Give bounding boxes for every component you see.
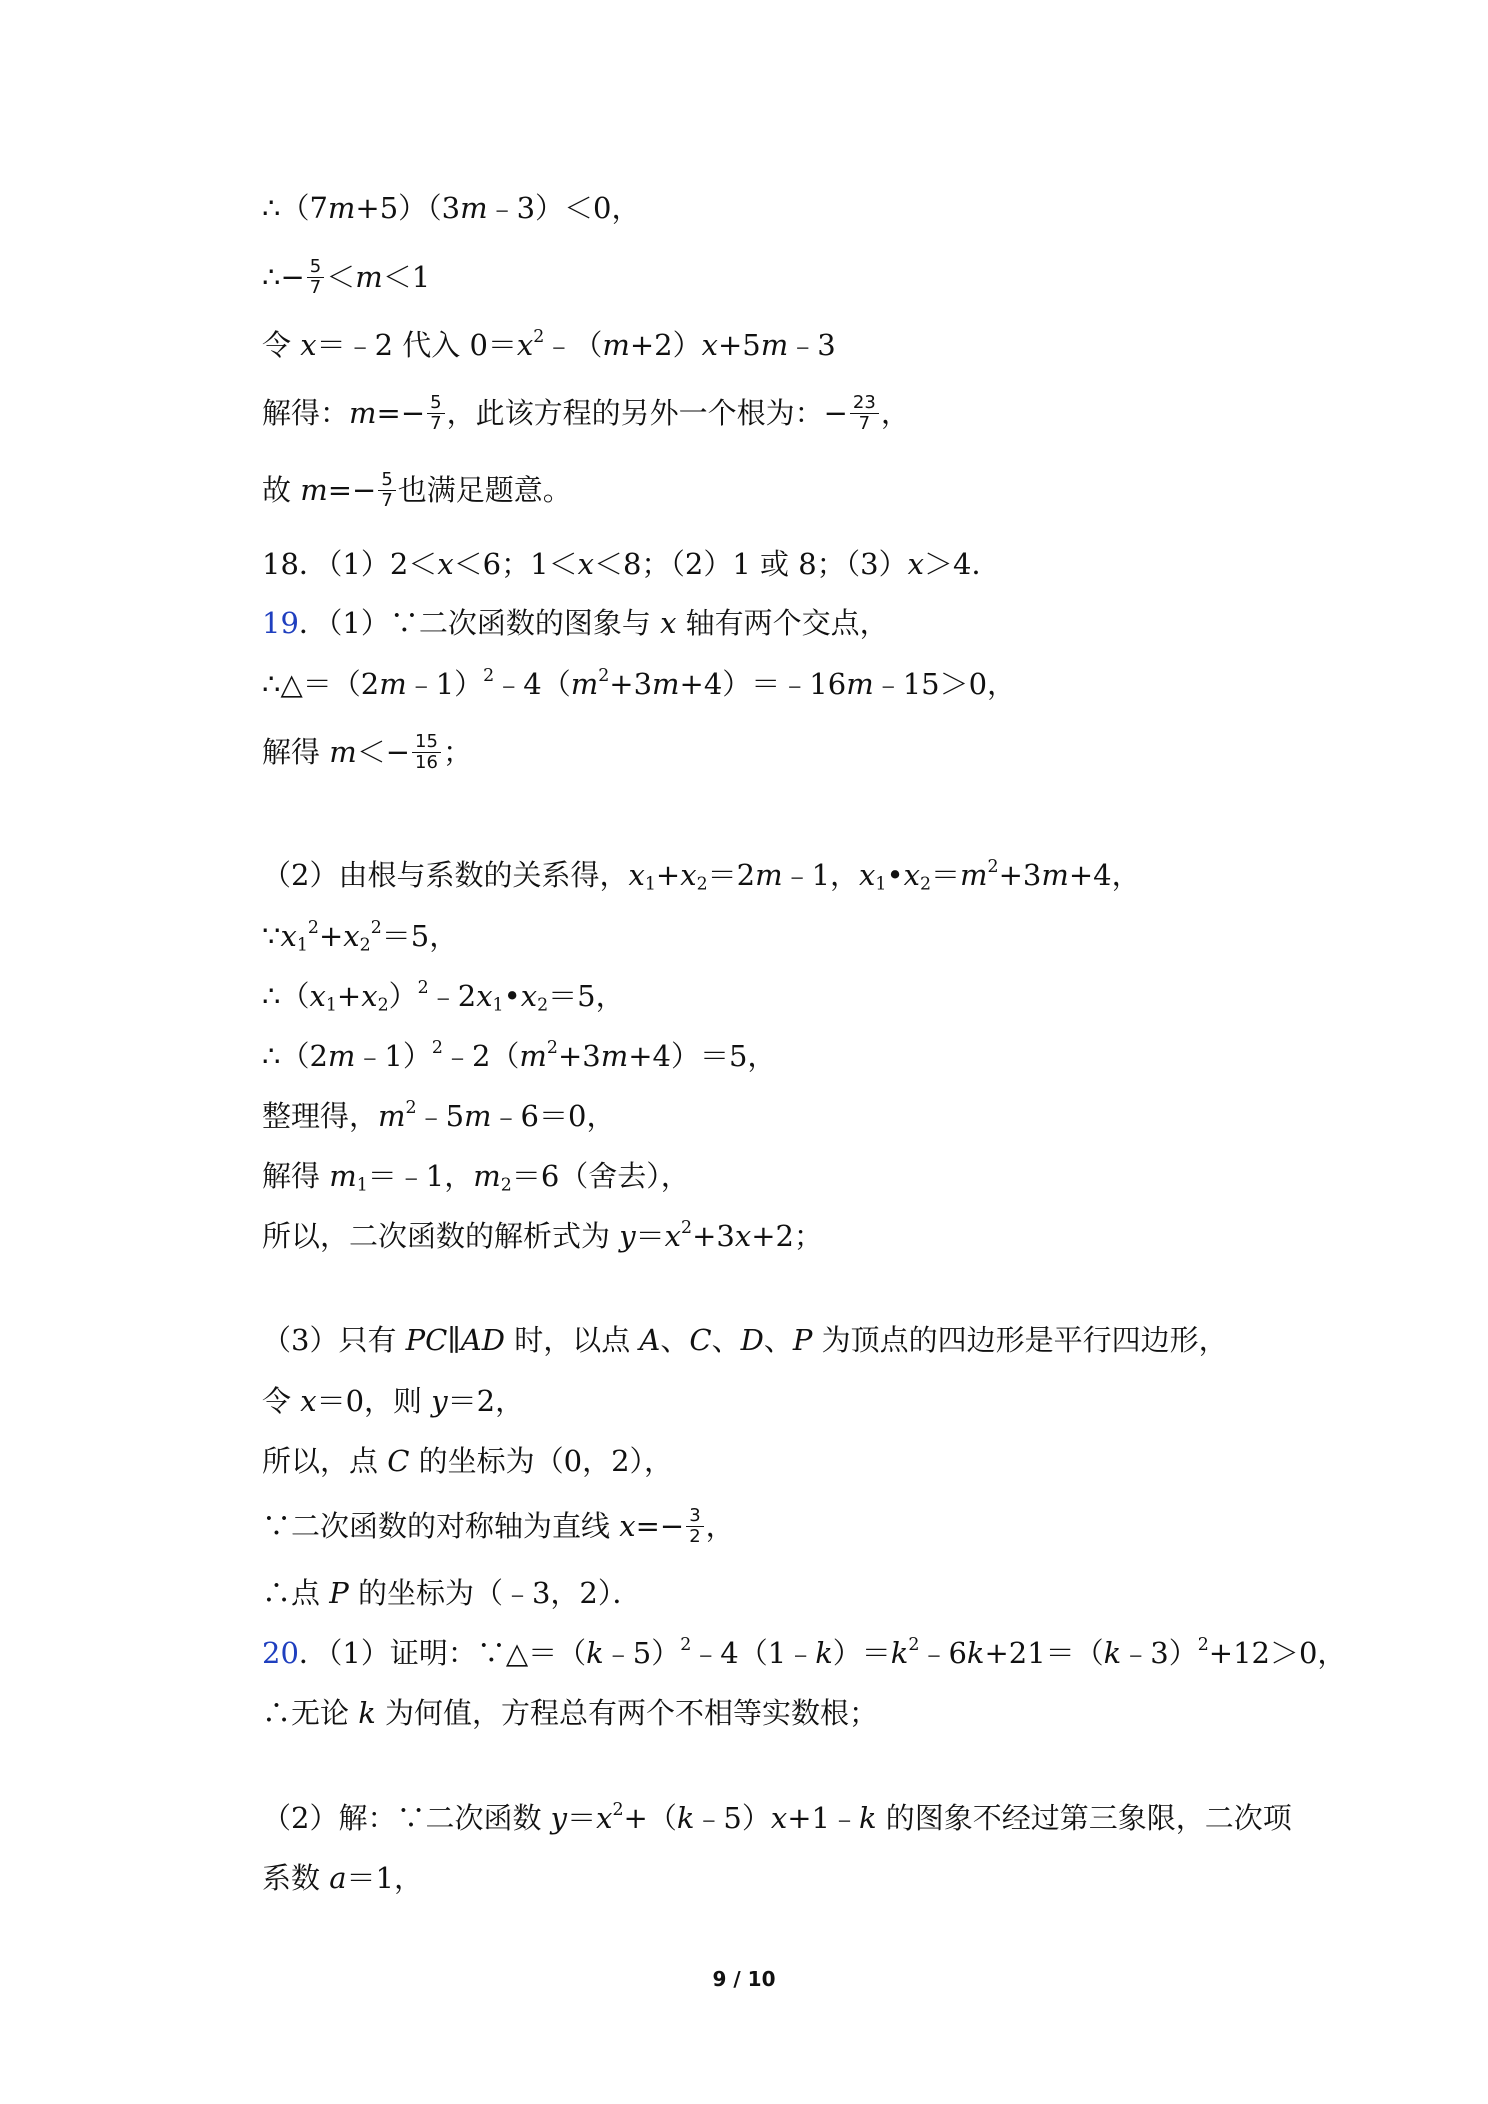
line-1: ∴（7m+5）（3m﹣3）＜0， [262,191,641,225]
page-number: 9 / 10 [712,1967,776,1991]
line-8: $\therefore\triangle=(2m﹣1)^2﹣4(m^2+3m+4)=﹣16m﹣15>0$， [262,665,1017,701]
line-12: $\therefore(x_1+x_2)^2﹣2x_1•x_2=5$， [262,977,625,1016]
line-11: $\because x_1^2+x_2^2=5$， [262,917,459,956]
line-9: 解得 m＜− $\frac{15}{16}$ ； [262,730,472,773]
line-3: 令 x＝﹣2 代入 $0=x^2﹣(m+2)x+5m﹣3$ [262,326,836,362]
line-24: （2）解：∵二次函数 $y=x^2+(k﹣5)x+1﹣k$ 的图象不经过第三象限，二次项 [262,1799,1292,1835]
line-2: ∴− $\frac{5}{7}$ ＜m＜1 [262,255,431,298]
line-17: （3）只有 PC∥AD 时，以点 A、C、D、P 为顶点的四边形是平行四边形， [262,1323,1228,1357]
line-4: 解得：m=− $\frac{5}{7}$ ，此该方程的另外一个根为：− $\frac{23}{7}$ ， [262,391,910,434]
line-13: $\therefore(2m﹣1)^2﹣2(m^2+3m+4)=5$， [262,1037,777,1073]
line-21: ∴点 P 的坐标为（﹣3，2）． [262,1576,642,1610]
line-16: 所以，二次函数的解析式为 $y=x^2+3x+2$； [262,1217,823,1253]
line-6: 18．（1）2＜x＜6；1＜x＜8；（2）1 或 8；（3）x＞4． [262,547,1001,581]
fraction-five-sevenths: $\frac{5}{7}$ [427,393,444,434]
fraction-three-halves: $\frac{3}{2}$ [686,1506,703,1547]
line-15: 解得 $m_1=﹣1$，$m_2=6$（舍去）， [262,1159,690,1196]
line-14: 整理得，$m^2﹣5m﹣6=0$， [262,1097,616,1133]
line-19: 所以，点 C 的坐标为（0，2）， [262,1444,674,1478]
fraction-five-sevenths: $\frac{5}{7}$ [378,470,395,511]
fraction-twentythree-sevenths: $\frac{23}{7}$ [850,393,879,434]
fraction-five-sevenths: $\frac{5}{7}$ [307,257,324,298]
question-number-20: 20 [262,1636,299,1670]
line-20: ∵二次函数的对称轴为直线 x=− $\frac{3}{2}$ ， [262,1504,735,1547]
question-number-19: 19 [262,606,299,640]
line-23: ∴无论 k 为何值，方程总有两个不相等实数根； [262,1696,879,1730]
line-22: 20．（1）证明：$\because\triangle=(k﹣5)^2﹣4(1﹣k)=k^2﹣6k+21=(k﹣3)^2+12>0$， [262,1634,1347,1670]
line-25: 系数 a＝1， [262,1861,423,1895]
line-18: 令 x＝0，则 y＝2， [262,1384,525,1418]
line-7: 19．（1）∵二次函数的图象与 x 轴有两个交点， [262,606,889,640]
line-10: （2）由根与系数的关系得，$x_1+x_2=2m﹣1$，$x_1•x_2=m^2+3m+4$， [262,856,1141,895]
fraction-fifteen-sixteenths: $\frac{15}{16}$ [412,732,441,773]
line-5: 故 m=− $\frac{5}{7}$ 也满足题意。 [262,468,572,511]
